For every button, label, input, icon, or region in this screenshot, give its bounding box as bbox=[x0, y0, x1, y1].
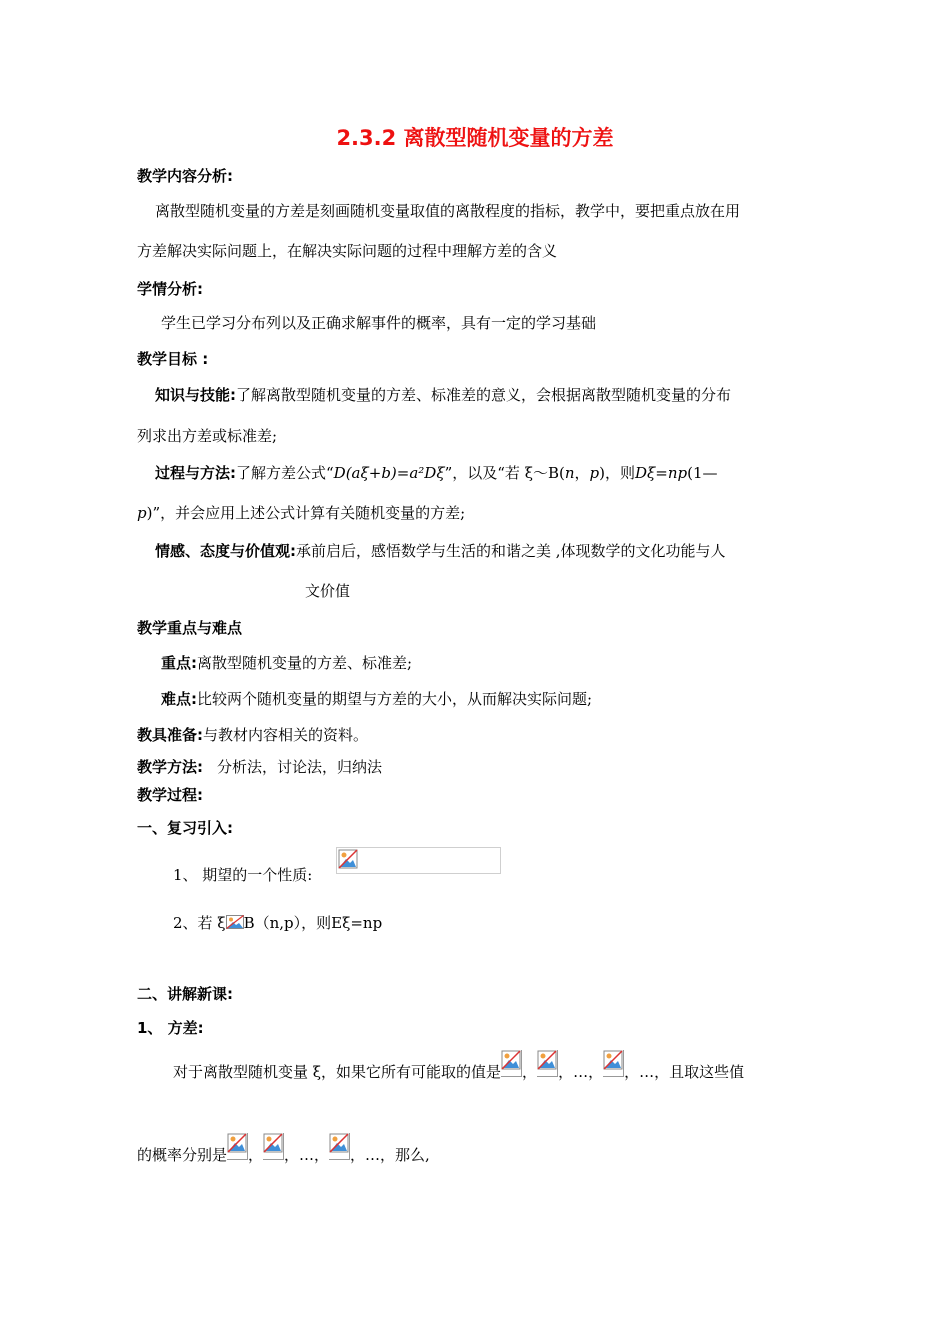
tools-text: 与教材内容相关的资料。 bbox=[203, 726, 369, 744]
process-goal-text-b: ”，以及“若 ξ～B( bbox=[444, 464, 565, 482]
variance-def-text-a: 对于离散型随机变量 ξ，如果它所有可能取的值是 bbox=[173, 1063, 502, 1081]
process-param-n: n bbox=[564, 464, 575, 482]
review-heading: 一、复习引入: bbox=[137, 819, 233, 837]
new-lesson-heading: 二、讲解新课: bbox=[137, 985, 233, 1003]
tools-line bbox=[137, 724, 368, 745]
prob-p2-image bbox=[263, 1133, 284, 1160]
process-goal-text-c: )，则 bbox=[599, 464, 635, 482]
broken-image-icon bbox=[226, 915, 244, 929]
variance-definition-line1 bbox=[173, 1050, 744, 1087]
tools-label: 教具准备: bbox=[137, 726, 203, 744]
emotion-goal-text: 承前启后，感悟数学与生活的和谐之美 ,体现数学的文化功能与人 bbox=[296, 542, 726, 560]
knowledge-goal-line2: 列求出方差或标准差; bbox=[137, 427, 278, 445]
emotion-goal-line1 bbox=[155, 540, 726, 561]
methods-line bbox=[137, 756, 382, 777]
variance-def-line2-sep3: ，…，那么, bbox=[350, 1146, 430, 1164]
review-item-2-text-b: B（n,p），则Eξ=np bbox=[243, 914, 383, 932]
knowledge-goal-line1 bbox=[155, 384, 731, 405]
emotion-goal-line2: 文价值 bbox=[305, 582, 351, 600]
review-item-2-text-a: 2、若 ξ bbox=[173, 914, 226, 932]
difficult-point-label: 难点: bbox=[161, 690, 197, 708]
process-line2-p: p bbox=[137, 504, 147, 522]
content-analysis-line2: 方差解决实际问题上，在解决实际问题的过程中理解方差的含义 bbox=[137, 242, 558, 260]
variance-def-line2-sep1: ， bbox=[248, 1146, 264, 1164]
process-goal-text-d: (1— bbox=[687, 464, 718, 482]
variance-def-sep2: ，…， bbox=[558, 1063, 604, 1081]
process-formula-variance-linear: D(aξ+b)=a²Dξ bbox=[333, 464, 445, 482]
prob-pi-image bbox=[329, 1133, 350, 1160]
process-formula-binomial-variance: Dξ=np bbox=[635, 464, 688, 482]
expectation-property-formula-image bbox=[336, 847, 501, 874]
content-analysis-line1: 离散型随机变量的方差是刻画随机变量取值的离散程度的指标，教学中，要把重点放在用 bbox=[155, 202, 741, 220]
process-comma: ， bbox=[574, 464, 590, 482]
broken-image-icon bbox=[537, 1050, 557, 1070]
broken-image-icon bbox=[501, 1050, 521, 1070]
key-point-label: 重点: bbox=[161, 654, 197, 672]
variance-def-line2-sep2: ，…， bbox=[284, 1146, 330, 1164]
emotion-goal-label: 情感、态度与价值观: bbox=[155, 542, 296, 560]
difficult-point-text: 比较两个随机变量的期望与方差的大小，从而解决实际问题; bbox=[197, 690, 593, 708]
knowledge-goal-label: 知识与技能: bbox=[155, 386, 236, 404]
process-goal-label: 过程与方法: bbox=[155, 464, 236, 482]
broken-image-icon bbox=[338, 849, 358, 869]
key-point-line bbox=[161, 652, 412, 673]
page-title: 2.3.2 离散型随机变量的方差 bbox=[336, 126, 614, 150]
goals-heading: 教学目标 : bbox=[137, 350, 209, 368]
prob-p1-image bbox=[227, 1133, 248, 1160]
review-item-2 bbox=[173, 912, 382, 933]
broken-image-icon bbox=[603, 1050, 623, 1070]
key-points-heading: 教学重点与难点 bbox=[137, 619, 243, 637]
knowledge-goal-text: 了解离散型随机变量的方差、标准差的意义，会根据离散型随机变量的分布 bbox=[236, 386, 732, 404]
broken-image-icon bbox=[263, 1133, 283, 1153]
value-xi-image bbox=[603, 1050, 624, 1077]
variance-def-line2-text: 的概率分别是 bbox=[137, 1146, 228, 1164]
methods-label: 教学方法: bbox=[137, 758, 203, 776]
process-line2-rest: )”，并会应用上述公式计算有关随机变量的方差; bbox=[146, 504, 466, 522]
variance-def-sep3: ，…，且取这些值 bbox=[624, 1063, 745, 1081]
variance-def-sep1: ， bbox=[522, 1063, 538, 1081]
difficult-point-line bbox=[161, 688, 592, 709]
broken-image-icon bbox=[227, 1133, 247, 1153]
broken-image-icon bbox=[329, 1133, 349, 1153]
student-analysis-heading: 学情分析: bbox=[137, 280, 203, 298]
value-x1-image bbox=[501, 1050, 522, 1077]
variance-definition-line2 bbox=[137, 1133, 430, 1170]
value-x2-image bbox=[537, 1050, 558, 1077]
key-point-text: 离散型随机变量的方差、标准差; bbox=[197, 654, 413, 672]
review-item-1: 1、 期望的一个性质: bbox=[173, 866, 313, 884]
student-analysis-line1: 学生已学习分布列以及正确求解事件的概率，具有一定的学习基础 bbox=[161, 314, 597, 332]
variance-subheading: 1、 方差: bbox=[137, 1019, 204, 1037]
process-heading: 教学过程: bbox=[137, 786, 203, 804]
process-param-p: p bbox=[589, 464, 600, 482]
content-analysis-heading: 教学内容分析: bbox=[137, 167, 233, 185]
process-goal-text-a: 了解方差公式“ bbox=[236, 464, 334, 482]
methods-text: 分析法，讨论法，归纳法 bbox=[217, 758, 383, 776]
process-goal-line2 bbox=[137, 502, 465, 523]
process-goal-line1 bbox=[155, 462, 718, 483]
